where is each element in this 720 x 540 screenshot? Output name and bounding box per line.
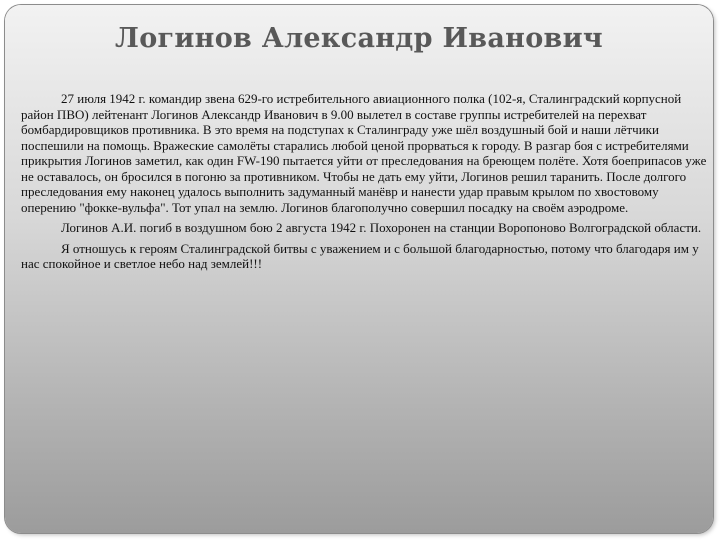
slide-body	[21, 91, 707, 277]
slide	[5, 5, 713, 533]
slide-title: Логинов Александр Иванович	[115, 23, 603, 54]
paragraph-gratitude: Я отношусь к героям Сталинградской битвы с уважением и с большой благодарностью, потому что благодаря им у нас спокойное и светлое небо над землей!!!	[21, 240, 699, 271]
paragraph-death: Логинов А.И. погиб в воздушном бою 2 августа 1942 г. Похоронен на станции Воропоново Волгоградской области.	[61, 220, 702, 235]
paragraph-taran: 27 июля 1942 г. командир звена 629-го истребительного авиационного полка (102-я, Сталинградский корпусной район ПВО) лейтенант Логинов Александр Иванович в 9.00 вылетел в составе группы истребителей на перехват бомбардировщиков противника. В это время на подступах к Сталинграду уже шёл воздушный бой и наши лётчики поспешили на помощь. Вражеские самолёты старались любой ценой прорваться к городу. В разгар боя с истребителями прикрытия Логинов заметил, как один FW-190 пытается уйти от преследования на бреющем полёте. Хотя боеприпасов уже не оставалось, он бросился в погоню за противником. Чтобы не дать ему уйти, Логинов решил таранить. После долгого преследования ему наконец удалось выполнить задуманный манёвр и нанести удар правым крылом по хвостовому оперению "фокке-вульфа". Тот упал на землю. Логинов благополучно совершил посадку на своём аэродроме.	[21, 91, 707, 215]
